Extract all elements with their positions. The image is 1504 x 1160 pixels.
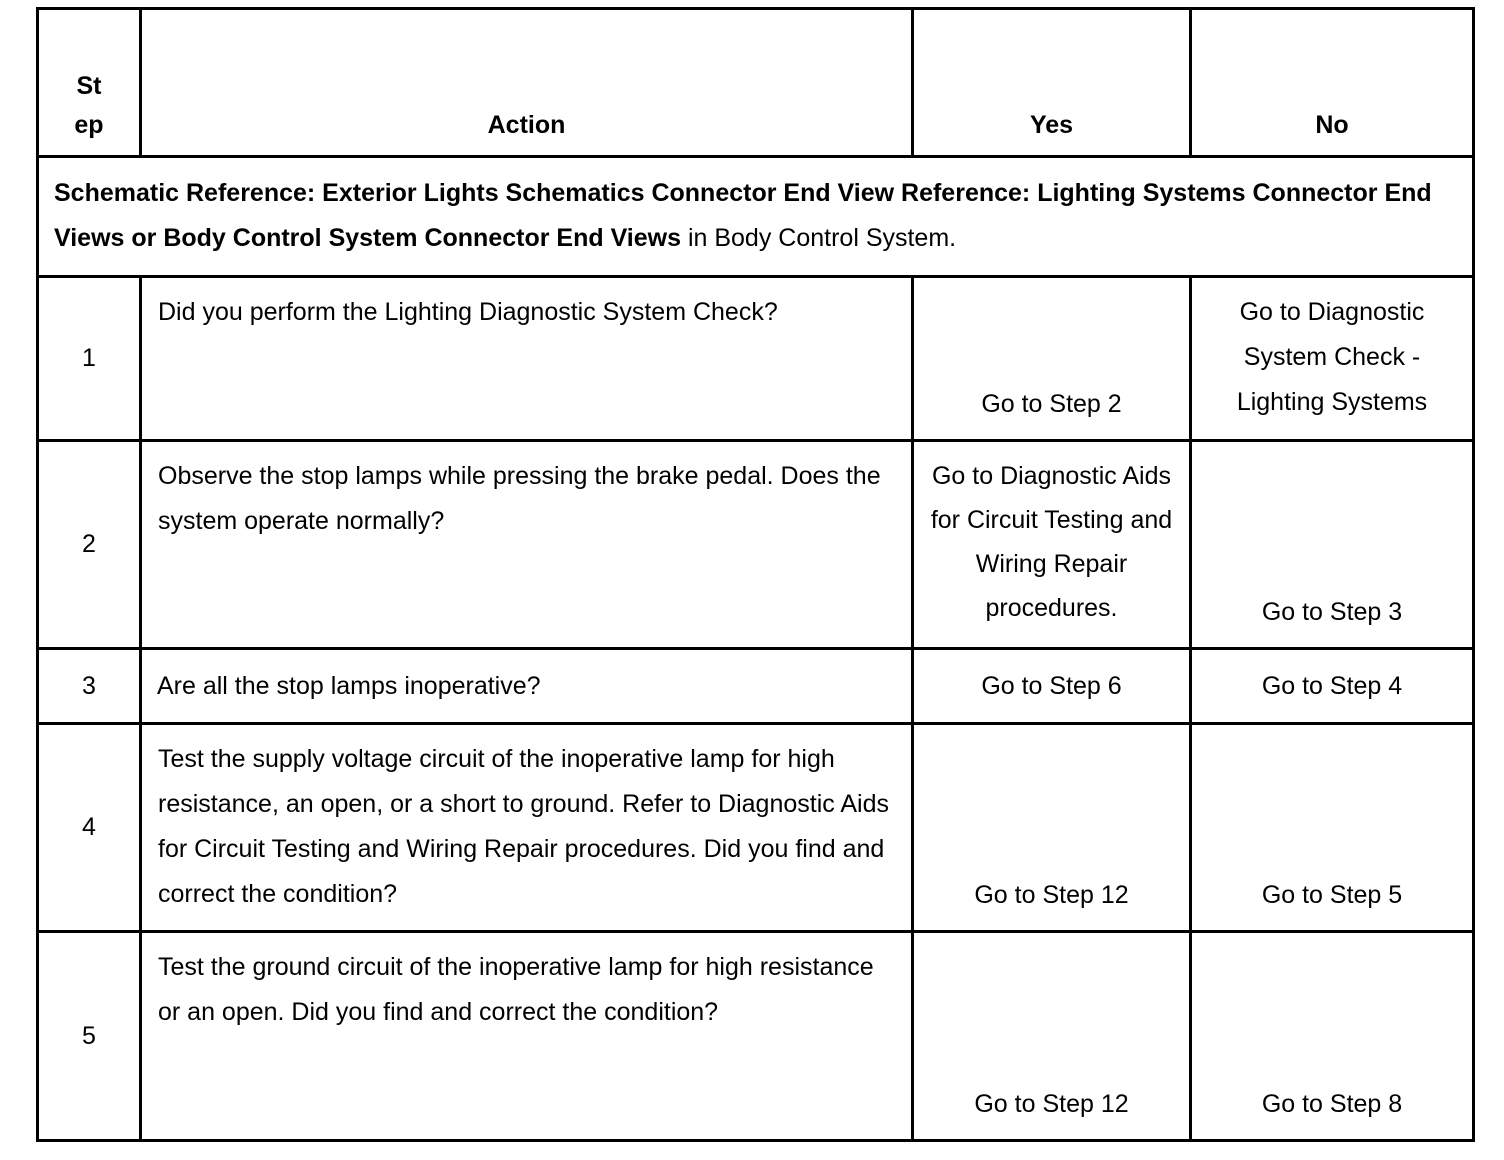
table-row [38, 441, 1474, 649]
yes-result: Go to Diagnostic Aids for Circuit Testing and Wiring Repair procedures. [913, 441, 1191, 649]
header-no: No [1191, 9, 1474, 157]
header-yes: Yes [913, 9, 1191, 157]
action-text: Test the ground circuit of the inoperative lamp for high resistance or an open. Did you find and correct the condition? [141, 932, 913, 1141]
step-number: 1 [38, 277, 141, 441]
header-row [38, 9, 1474, 157]
header-action: Action [141, 9, 913, 157]
table-row [38, 932, 1474, 1141]
action-text: Observe the stop lamps while pressing the brake pedal. Does the system operate normally? [141, 441, 913, 649]
yes-result: Go to Step 2 [913, 277, 1191, 441]
header-step-line1: St [76, 72, 102, 100]
no-result: Go to Step 8 [1191, 932, 1474, 1141]
yes-result: Go to Step 12 [913, 724, 1191, 932]
diagnostic-table [36, 7, 1475, 1142]
yes-result: Go to Step 12 [913, 932, 1191, 1141]
action-text: Did you perform the Lighting Diagnostic System Check? [141, 277, 913, 441]
action-text: Test the supply voltage circuit of the inoperative lamp for high resistance, an open, or a short to ground. Refer to Diagnostic Aids for Circuit Testing and Wiring Repair procedures. Did you find and correct the condition? [141, 724, 913, 932]
header-step [38, 9, 141, 157]
reference-bold-text: Schematic Reference: Exterior Lights Schematics Connector End View Reference: Lighting Systems Connector End Views or Body Control System Connector End Views [54, 178, 1432, 252]
table-row [38, 277, 1474, 441]
table-row [38, 724, 1474, 932]
no-result: Go to Diagnostic System Check - Lighting Systems [1191, 277, 1474, 441]
no-result: Go to Step 5 [1191, 724, 1474, 932]
header-step-line2: ep [74, 111, 104, 139]
reference-normal-text: in Body Control System. [681, 223, 957, 252]
action-text: Are all the stop lamps inoperative? [141, 649, 913, 724]
table-row [38, 649, 1474, 724]
reference-row [38, 157, 1474, 277]
no-result: Go to Step 4 [1191, 649, 1474, 724]
step-number: 2 [38, 441, 141, 649]
yes-result: Go to Step 6 [913, 649, 1191, 724]
no-result: Go to Step 3 [1191, 441, 1474, 649]
reference-cell [38, 157, 1474, 277]
step-number: 5 [38, 932, 141, 1141]
step-number: 4 [38, 724, 141, 932]
step-number: 3 [38, 649, 141, 724]
